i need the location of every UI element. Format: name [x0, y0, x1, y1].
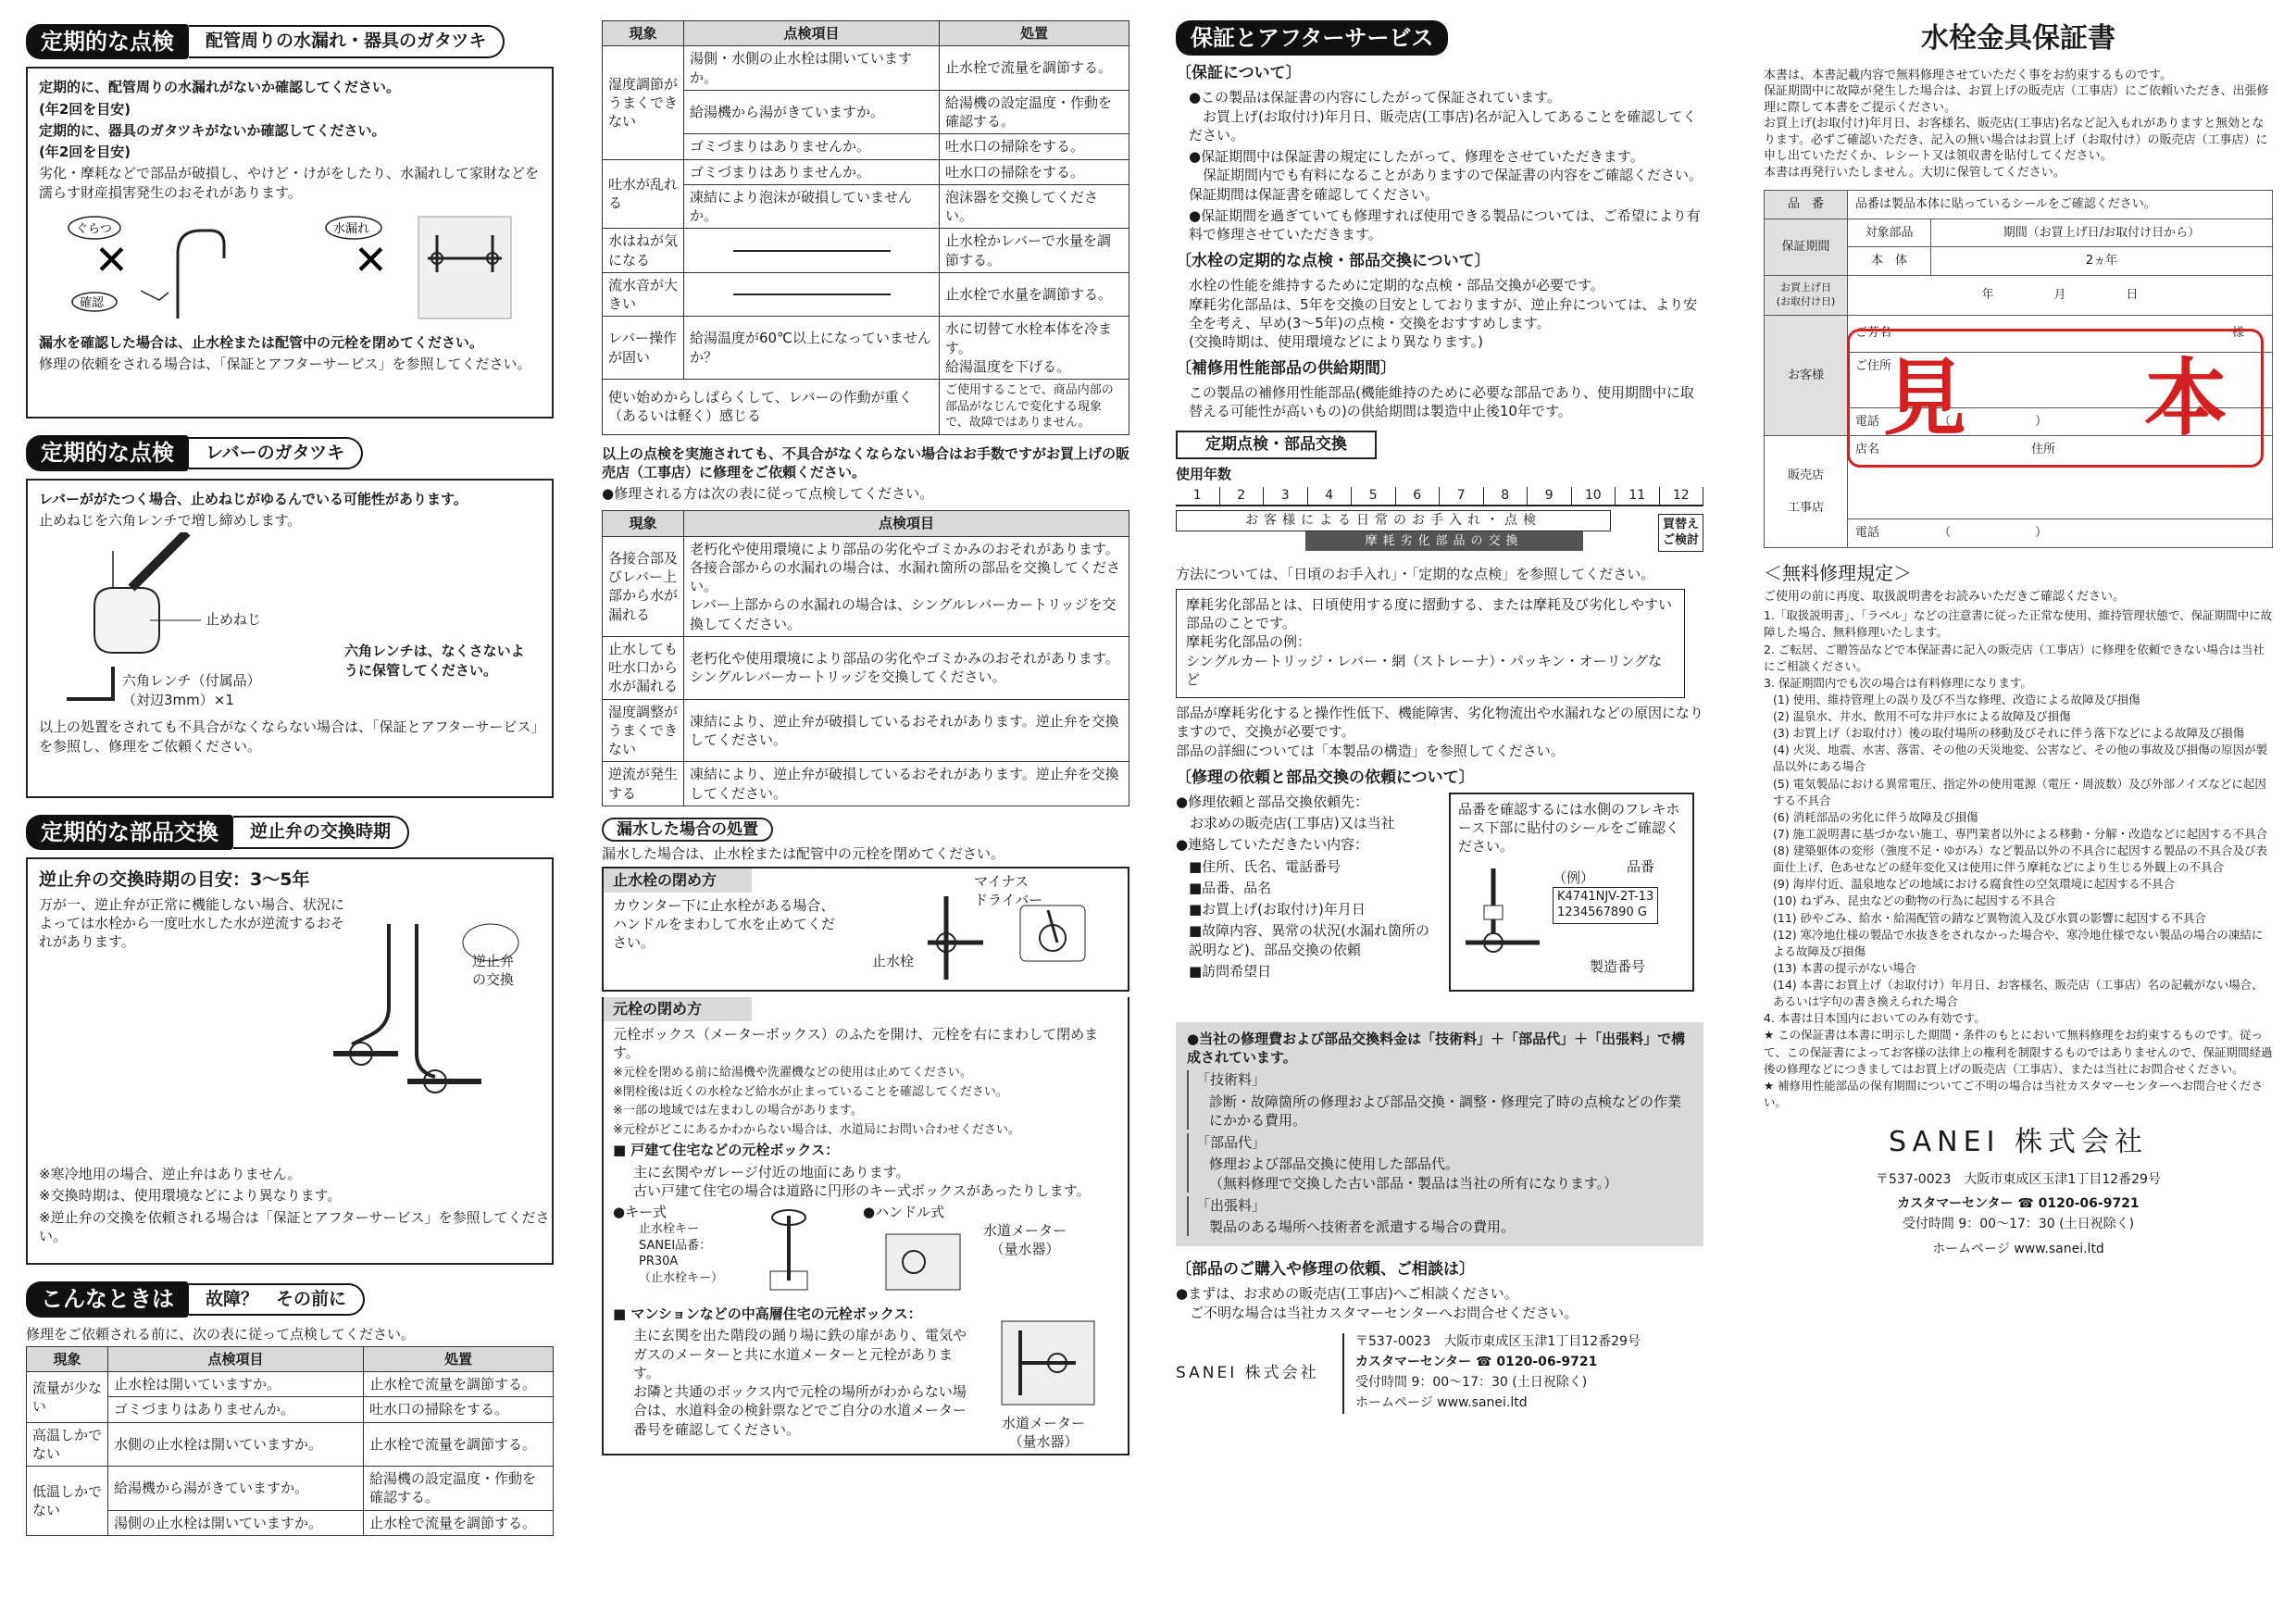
free-repair-item: 2. ご転居、ご贈答品などで本保証書に記入の販売店（工事店）に修理を依頼できない場合は当社にご相談ください。 — [1764, 642, 2265, 673]
label-water-meter: 水道メーター （量水器） — [983, 1222, 1067, 1258]
repair-reference: 以上の処置をされても不具合がなくならない場合は、「保証とアフターサービス」を参照し、修理をご依頼ください。 — [39, 718, 538, 755]
label-check: 確認 — [80, 295, 105, 310]
table-row — [27, 1422, 554, 1467]
table-cell-check: 止水栓は開いていますか。 — [108, 1372, 364, 1397]
timeline-bar-daily: お客様による日常のお手入れ・点検 — [1176, 510, 1611, 531]
part-number-seal-box — [1449, 793, 1694, 992]
table-cell: 使い始めからしばらくして、レバーの作動が重く（あるいは軽く）感じる — [603, 380, 940, 435]
table-cell-check: ゴミづまりはありませんか。 — [684, 159, 940, 184]
table-cell-phenomenon: 水はねが気になる — [603, 229, 684, 273]
table-row — [603, 762, 1129, 806]
year-tick: 4 — [1308, 487, 1353, 506]
free-repair-item: (12) 寒冷地仕様の製品で水抜きをされなかった場合や、寒冷地仕様でない製品の場合の凍結による故障及び損傷 — [1773, 927, 2264, 958]
table-row — [1765, 219, 2273, 247]
faucet-illustration — [39, 207, 541, 328]
company-footer — [1176, 1333, 1703, 1415]
repair-reference: 修理の依頼をされる場合は、「保証とアフターサービス」を参照してください。 — [39, 356, 531, 373]
note-item: ※寒冷地用の場合、逆止弁はありません。 — [39, 1166, 302, 1183]
warranty-item: ●保証期間中は保証書の規定にしたがって、修理をさせていただきます。 保証期間内でも有料になることがありますので保証書の内容をご確認ください。保証期間は保証書を確認してください。 — [1189, 148, 1703, 203]
free-repair-item: (2) 温泉水、井水、飲用不可な井戸水による故障及び損傷 — [1773, 709, 2071, 724]
year-tick: 7 — [1440, 487, 1484, 506]
leak-lead: 漏水した場合は、止水栓または配管中の元栓を閉めてください。 — [602, 844, 1005, 862]
supply-heading: 〔補修用性能部品の供給期間〕 — [1176, 359, 1396, 379]
year-tick: 11 — [1616, 487, 1660, 506]
table-cell-check: 凍結により、逆止弁が破損しているおそれがあります。逆止弁を交換してください。 — [684, 762, 1129, 806]
table-cell-phenomenon: レバー操作が固い — [603, 317, 684, 380]
seal-part-number: K4741NJV-2T-13 — [1557, 889, 1654, 904]
lead-text: 定期的に、配管周りの水漏れがないか確認してください。 — [39, 79, 401, 96]
section-header — [26, 1281, 554, 1317]
replace-consider-box: 買替え ご検討 — [1658, 514, 1703, 552]
free-repair-item: (10) ねずみ、昆虫などの動物の行為に起因する不具合 — [1773, 893, 2056, 908]
lever-illustration — [39, 532, 541, 718]
table-cell-action: 止水栓で流量を調節する。 — [364, 1372, 554, 1397]
empty-dash — [733, 250, 891, 252]
form-field-shop-phone[interactable] — [1848, 519, 2273, 548]
website[interactable]: ホームページ www.sanei.ltd — [1355, 1394, 1528, 1410]
table-cell-phenomenon: 各接合部及びレバー上部から水が漏れる — [603, 536, 684, 636]
form-suffix: 様 — [2231, 326, 2244, 341]
label-hex-wrench: 六角レンチ（付属品） （対辺3mm）×1 — [122, 672, 261, 708]
free-repair-item: 4. 本書は日本国内においてのみ有効です。 — [1764, 1011, 1986, 1026]
form-label: 保証期間 — [1765, 219, 1848, 275]
leak-instruction: 漏水を確認した場合は、止水栓または配管中の元栓を閉めてください。 — [39, 333, 484, 351]
inspection-box-piping — [26, 67, 554, 418]
fee-item-text: 診断・故障箇所の修理および部品交換・調整・修理完了時の点検などの作業にかかる費用。 — [1209, 1093, 1682, 1129]
free-repair-item: (13) 本書の提示がない場合 — [1773, 960, 1916, 975]
main-valve-text: 元栓ボックス（メーターボックス）のふたを開け、元栓を右にまわして閉めます。 — [613, 1025, 1099, 1061]
warning-text: 劣化・摩耗などで部品が破損し、やけど・けがをしたり、水漏れして家財などを濡らす財産損害発生のおそれがあります。 — [39, 165, 540, 201]
backflow-description: 万が一、逆止弁が正常に機能しない場合、状況によっては水栓から一度吐水した水が逆流するおそれがあります。 — [39, 895, 345, 951]
table-cell-check: 老朽化や使用環境により部品の劣化やゴミかみのおそれがあります。シングルレバーカートリッジを交換してください。 — [684, 636, 1129, 699]
free-repair-item: (1) 使用、維持管理上の誤り及び不当な修理、改造による故障及び損傷 — [1773, 692, 2140, 706]
free-repair-item: ★ この保証書は本書に明示した期間・条件のもとにおいて無料修理をお約束するものです。従って、この保証書によってお客様の法律上の権利を制限するものではありませんので、保証期間経過後の修理などにつきましてはお買上げの販売店（工事店）、または当社にお問合せください。 — [1764, 1028, 2273, 1076]
year-tick: 8 — [1484, 487, 1529, 506]
table-row — [27, 1467, 554, 1511]
label-water-meter-2: 水道メーター （量水器） — [1002, 1415, 1086, 1451]
seal-note: 品番を確認するには水側のフレキホース下部に貼付のシールをご確認ください。 — [1458, 800, 1680, 856]
table-cell: ご使用することで、商品内部の部品がなじんで変化する現象で、故障ではありません。 — [940, 380, 1129, 435]
customer-center: カスタマーセンター ☎ 0120-06-9721 — [1355, 1354, 1598, 1369]
section-subtitle: 配管周りの水漏れ・器具のガタツキ — [189, 25, 505, 58]
column-4 — [1764, 20, 2273, 1607]
note-item: ※一部の地域では左まわしの場合があります。 — [613, 1104, 863, 1118]
table-cell-action: 止水栓で流量を調節する。 — [364, 1422, 554, 1467]
section-subtitle: 逆止弁の交換時期 — [233, 816, 409, 849]
fee-item — [1187, 1070, 1692, 1130]
year-tick: 9 — [1528, 487, 1572, 506]
stamp-char: 本 — [2144, 349, 2227, 447]
repair-request-text: 以上の点検を実施されても、不具合がなくならない場合はお手数ですがお買上げの販売店（工事店）に修理をご依頼ください。 — [602, 444, 1129, 481]
label-key-product: 止水栓キー SANEI品番： PR30A （止水栓キー） — [639, 1222, 724, 1285]
form-label: 品 番 — [1765, 191, 1848, 219]
table-cell-phenomenon: 湿度調整がうまくできない — [603, 699, 684, 762]
form-sublabel: ご芳名 — [1855, 326, 1892, 341]
table-cell-action: 吐水口の掃除をする。 — [940, 159, 1129, 184]
table-cell-phenomenon: 吐水が乱れる — [603, 159, 684, 229]
free-repair-item: (3) お買上げ（お取付け）後の取付場所の移動及びそれに伴う落下などによる故障及び損傷 — [1773, 726, 2245, 741]
year-tick: 2 — [1220, 487, 1265, 506]
table-row — [603, 229, 1129, 273]
label-screwdriver: マイナス ドライバー — [974, 873, 1043, 909]
table-cell-phenomenon: 湿度調節がうまくできない — [603, 46, 684, 159]
office-hours: 受付時間 9：00～17：30 (土日祝除く) — [1355, 1374, 1588, 1390]
form-value: 品番は製品本体に貼っているシールをご確認ください。 — [1848, 191, 2273, 219]
lead-text: 修理をご依頼される前に、次の表に従って点検してください。 — [26, 1325, 416, 1343]
lead-text: (年2回を目安) — [39, 144, 131, 161]
section-tag: 定期的な点検 — [26, 24, 189, 59]
section-header — [26, 815, 554, 850]
form-value[interactable]: 年 月 日 — [1848, 275, 2273, 315]
repair-item: ■故障内容、異常の状況(水漏れ箇所の説明など)、部品交換の依頼 — [1189, 922, 1430, 958]
repair-item: ●修理依頼と部品交換依頼先： — [1176, 793, 1369, 810]
year-tick: 12 — [1660, 487, 1704, 506]
free-repair-lead: ご使用の前に再度、取扱説明書をお読みいただきご確認ください。 — [1764, 589, 2126, 604]
keep-wrench-note: 六角レンチは、なくさないように保管してください。 — [344, 643, 525, 679]
repair-fee-box — [1176, 1022, 1703, 1247]
fee-item-text: 製品のある場所へ技術者を派遣する場合の費用。 — [1209, 1218, 1516, 1236]
year-tick: 5 — [1352, 487, 1396, 506]
year-tick: 10 — [1572, 487, 1616, 506]
table-cell-action: 水に切替て水栓本体を冷ます。 給湯温度を下げる。 — [940, 317, 1129, 380]
section-subtitle: レバーのガタツキ — [189, 437, 363, 470]
note-item: ※元栓を閉める前に給湯機や洗濯機などの使用は止めてください。 — [613, 1066, 972, 1081]
free-repair-item: ★ 補修用性能部品の保有期間についてご不明の場合は当社カスタマーセンターへお問合せください。 — [1764, 1078, 2264, 1109]
warranty-title: 水栓金具保証書 — [1921, 22, 2115, 55]
table-header: 処置 — [364, 1346, 554, 1371]
seal-sticker — [1553, 887, 1658, 924]
seal-part-number-label: 品番 — [1627, 857, 1655, 875]
main-valve-box — [602, 997, 1129, 1455]
instruction-text: 止めねじを六角レンチで増し締めします。 — [39, 512, 302, 530]
company-contact — [1342, 1333, 1641, 1415]
form-sublabel: 店名 — [1855, 443, 1880, 457]
table-row — [1765, 191, 2273, 219]
year-tick: 1 — [1176, 487, 1220, 506]
warranty-footer — [1764, 1124, 2273, 1258]
contact-heading: 〔部品のご購入や修理の依頼、ご相談は〕 — [1176, 1260, 1475, 1280]
free-repair-item: (5) 電気製品における異常電圧、指定外の使用電源（電圧・周波数）及び外部ノイズなどに起因する不具合 — [1773, 776, 2266, 807]
replacement-guide: 逆止弁の交換時期の目安：3～5年 — [39, 869, 310, 891]
section-header — [26, 435, 554, 470]
table-cell-phenomenon: 止水しても吐水口から水が漏れる — [603, 636, 684, 699]
timeline-title: 定期点検・部品交換 — [1176, 431, 1377, 459]
table-cell-action: 泡沫器を交換してください。 — [940, 184, 1129, 229]
method-text: 方法については、「日頃のお手入れ」・「定期的な点検」を参照してください。 — [1176, 565, 1655, 582]
table-row — [603, 699, 1129, 762]
stop-valve-title: 止水栓の閉め方 — [604, 868, 752, 893]
wear-parts-text: 摩耗劣化部品とは、日頃使用する度に摺動する、または摩耗及び劣化しやすい部品のことです。 摩耗劣化部品の例： シングルカートリッジ・レバー・網（ストレーナ）・パッキン・オーリングなど — [1186, 595, 1673, 688]
table-cell-phenomenon: 高温しかでない — [27, 1422, 108, 1467]
warranty-item: ●保証期間を過ぎていても修理すれば使用できる製品については、ご希望により有料で修理させていただきます。 — [1189, 206, 1701, 244]
seal-example-label: （例） — [1553, 868, 1595, 886]
free-repair-item: (9) 海岸付近、温泉地などの地域における腐食性の空気環境に起因する不具合 — [1773, 877, 2176, 892]
wear-parts-note: 部品が摩耗劣化すると操作性低下、機能障害、劣化物流出や水漏れなどの原因になりますので、交換が必要です。 部品の詳細については「本製品の構造」を参照してください。 — [1176, 705, 1703, 759]
lead-text: レバーががたつく場合、止めねじがゆるんでいる可能性があります。 — [39, 490, 468, 507]
repair-item: ■住所、氏名、電話番号 — [1189, 857, 1341, 875]
fee-item-title: 「部品代」 — [1196, 1134, 1267, 1152]
form-value: 期間（お買上げ日/お取付け日から） — [1931, 219, 2273, 247]
company-logo: SANEI 株式会社 — [1176, 1364, 1319, 1383]
free-repair-item: (14) 本書にお買上げ（お取付け）年月日、お客様名、販売店（工事店）名の記載がない場合、あるいは字句の書き換えられた場合 — [1773, 978, 2264, 1009]
wear-parts-box — [1176, 589, 1685, 698]
table-row — [603, 380, 1129, 435]
stamp-char: 見 — [1883, 349, 1966, 447]
valve-notes — [39, 1165, 552, 1248]
repair-contact-list — [1176, 793, 1440, 981]
table-row — [603, 636, 1129, 699]
lead-text: 定期的に、器具のガタツキがないか確認してください。 — [39, 121, 386, 139]
table-cell-action: 止水栓で水量を調節する。 — [940, 272, 1129, 317]
handle-box-illustration — [881, 1225, 965, 1299]
warranty-item: ●この製品は保証書の内容にしたがって保証されています。 お買上げ(お取付け)年月日、販売店(工事店)名が記入してあることを確認してください。 — [1189, 89, 1697, 144]
inspection-box-lever — [26, 479, 554, 798]
warranty-heading: 〔保証について〕 — [1176, 64, 1302, 83]
warranty-intro: 本書は、本書記載内容で無料修理させていただく事をお約束するものです。 保証期間中に故障が発生した場合は、お買上げの販売店（工事店）にご依頼いただき、出張修理に際して本書をご提示ください。 お買上げ(お取付け)年月日、お客様名、販売店(工事店)名など記入もれがありますと無効となります。必ずご確認いただき、記入の無い場合はお買上げ（お取付け）の販売店（工事店）に申し出ていただくか、レシート又は領収書を貼付してください。 本書は再発行いたしません。大切に保管してください。 — [1764, 68, 2269, 180]
table-cell-check: 給湯機から湯がきていますか。 — [684, 90, 940, 134]
column-3 — [1176, 20, 1703, 1607]
label-key-type: ●キー式 — [613, 1204, 668, 1221]
column-1 — [26, 20, 554, 1607]
table-cell-phenomenon: 低温しかでない — [27, 1467, 108, 1536]
note-item: ※交換時期は、使用環境などにより異なります。 — [39, 1187, 342, 1205]
repair-item: ■品番、品名 — [1189, 879, 1272, 896]
repair-item: ■訪問希望日 — [1189, 962, 1272, 980]
main-valve-title: 元栓の閉め方 — [604, 997, 752, 1021]
table-cell-phenomenon: 逆流が発生する — [603, 762, 684, 806]
flexible-hose-illustration — [1456, 868, 1549, 980]
mansion-meter-illustration — [992, 1312, 1104, 1414]
repair-heading: 〔修理の依頼と部品交換の依頼について〕 — [1176, 768, 1475, 787]
stop-valve-illustration — [909, 887, 1094, 989]
table-cell-check: 水側の止水栓は開いていますか。 — [108, 1422, 364, 1467]
table-cell-check — [684, 272, 940, 317]
year-tick: 6 — [1396, 487, 1441, 506]
table-cell-check — [684, 229, 940, 273]
timeline-bar-wear-parts: 摩耗劣化部品の交換 — [1305, 531, 1583, 552]
form-sublabel: 電話 — [1855, 414, 1880, 429]
warranty-list — [1176, 88, 1703, 244]
inspection-text: 水栓の性能を維持するために定期的な点検・部品交換が必要です。 摩耗劣化部品は、5年を交換の目安としておりますが、逆止弁については、より安全を考え、早め(3～5年)の点検・交換をおすすめします。 (交換時期は、使用環境などにより異なります。) — [1189, 277, 1698, 351]
table-header: 点検項目 — [684, 21, 940, 46]
label-leak: 水漏れ — [333, 221, 370, 236]
free-repair-heading: ＜無料修理規定＞ — [1764, 561, 1912, 584]
stop-valve-box — [602, 867, 1129, 992]
table-cell-action: 止水栓で流量を調節する。 — [364, 1510, 554, 1535]
office-hours: 受付時間 9：00～17：30 (土日祝除く) — [1902, 1217, 2135, 1232]
table-cell-check: ゴミづまりはありませんか。 — [684, 134, 940, 159]
house-box-text: 主に玄関やガレージ付近の地面にあります。 古い戸建て住宅の場合は道路に円形のキー式ボックスがあったりします。 — [633, 1163, 1091, 1199]
table-row — [603, 317, 1129, 380]
form-sublabel: 住所 — [2031, 443, 2056, 457]
stop-valve-text: カウンター下に止水栓がある場合、ハンドルをまわして水を止めてください。 — [613, 896, 836, 952]
free-repair-item: (11) 砂やごみ、給水・給湯配管の錆など異物流入及び水質の影響に起因する不具合 — [1773, 910, 2206, 925]
section-tag: 保証とアフターサービス — [1176, 20, 1448, 56]
table-cell-check: 凍結により泡沫が破損していませんか。 — [684, 184, 940, 229]
svg-text:✕: ✕ — [354, 236, 388, 284]
repair-note: ●修理される方は次の表に従って点検してください。 — [602, 485, 934, 503]
table-header: 現象 — [27, 1346, 108, 1371]
house-box-title: ■ 戸建て住宅などの元栓ボックス： — [613, 1142, 840, 1159]
seal-serial-label: 製造番号 — [1590, 957, 1646, 975]
troubleshoot-table-1 — [26, 1346, 554, 1536]
customer-center: カスタマーセンター ☎ 0120-06-9721 — [1897, 1196, 2140, 1212]
table-row — [603, 159, 1129, 184]
fee-item — [1187, 1196, 1692, 1237]
free-repair-item: 3. 保証期間内でも次の場合は有料修理になります。 — [1764, 675, 2032, 690]
contact-text: ●まずは、お求めの販売店(工事店)へご相談ください。 ご不明な場合は当社カスタマーセンターへお問合せください。 — [1176, 1285, 1578, 1321]
sample-stamp — [1847, 329, 2264, 468]
label-handle-type: ●ハンドル式 — [863, 1204, 945, 1221]
fee-item-text: 修理および部品交換に使用した部品代。 （無料修理で交換した古い部品・製品は当社の所有になります。） — [1209, 1156, 1618, 1192]
table-header: 点検項目 — [108, 1346, 364, 1371]
free-repair-item: (6) 消耗部品の劣化に伴う故障及び損傷 — [1773, 809, 1978, 824]
table-cell-check: 湯側の止水栓は開いていますか。 — [108, 1510, 364, 1535]
troubleshoot-table-2 — [602, 20, 1129, 435]
table-cell-action: 吐水口の掃除をする。 — [364, 1397, 554, 1422]
table-cell-check: 凍結により、逆止弁が破損しているおそれがあります。逆止弁を交換してください。 — [684, 699, 1129, 762]
table-cell-check: 給湯温度が60℃以上になっていませんか？ — [684, 317, 940, 380]
repair-request-area — [1176, 793, 1703, 1015]
fee-item — [1187, 1133, 1692, 1193]
note-item: ※逆止弁の交換を依頼される場合は「保証とアフターサービス」を参照してください。 — [39, 1208, 550, 1244]
section-tag: こんなときは — [26, 1281, 189, 1317]
table-cell-check: 湯側・水側の止水栓は開いていますか。 — [684, 46, 940, 91]
table-cell-action: 給湯機の設定温度・作動を確認する。 — [940, 90, 1129, 134]
table-header: 処置 — [940, 21, 1129, 46]
repair-item: ●連絡していただきたい内容： — [1176, 836, 1369, 854]
repair-check-table — [602, 510, 1129, 806]
section-subtitle: 故障？ その前に — [189, 1283, 365, 1317]
seal-serial-number: 1234567890 G — [1557, 905, 1647, 919]
check-valve-box — [26, 857, 554, 1265]
table-header: 現象 — [603, 511, 684, 536]
fee-title: ●当社の修理費および部品交換料金は「技術料」＋「部品代」＋「出張料」で構成されています。 — [1187, 1030, 1686, 1067]
svg-text:✕: ✕ — [94, 236, 129, 284]
column-2 — [602, 20, 1129, 1607]
company-address: 〒537-0023 大阪市東成区玉津1丁目12番29号 — [1876, 1171, 2161, 1187]
warranty-form — [1764, 190, 2273, 547]
form-label: 販売店 工事店 — [1765, 436, 1848, 548]
table-row — [603, 272, 1129, 317]
free-repair-item: (8) 建築躯体の変形（強度不足・ゆがみ）など製品以外の不具合に起因する製品の不具合及び表面仕上げ、色あせなどの経年変化又は使用に伴う摩耗などにより生じる外観上の不具合 — [1773, 843, 2268, 875]
table-cell-check: ゴミづまりはありませんか。 — [108, 1397, 364, 1422]
year-scale — [1176, 487, 1703, 506]
table-row — [1765, 275, 2273, 315]
table-cell-check: 給湯機から湯がきていますか。 — [108, 1467, 364, 1511]
year-tick: 3 — [1264, 487, 1308, 506]
form-label: お買上げ日 (お取付け日) — [1765, 275, 1848, 315]
fee-item-title: 「出張料」 — [1196, 1196, 1267, 1214]
fee-item-title: 「技術料」 — [1196, 1071, 1267, 1089]
form-paren: （ ） — [1939, 414, 2048, 429]
note-item: ※閉栓後は近くの水栓など給水が止まっていることを確認してください。 — [613, 1084, 1008, 1099]
key-illustration — [752, 1206, 826, 1299]
table-cell-phenomenon: 流量が少ない — [27, 1372, 108, 1423]
table-row — [27, 1372, 554, 1397]
free-repair-list — [1764, 607, 2273, 1111]
table-header: 現象 — [603, 21, 684, 46]
company-logo: SANEI 株式会社 — [1889, 1126, 2148, 1159]
table-row — [603, 46, 1129, 91]
form-label: お客様 — [1765, 315, 1848, 436]
label-set-screw: 止めねじ — [206, 611, 262, 629]
lead-text: (年2回を目安) — [39, 100, 131, 118]
section-header — [26, 24, 554, 59]
free-repair-item: (4) 火災、地震、水害、落雷、その他の天災地変、公害など、その他の事故及び損傷の原因が製品以外にある場合 — [1773, 743, 2268, 774]
leak-section — [602, 819, 1129, 1455]
free-repair-item: 1.「取扱説明書」、「ラベル」などの注意書に従った正常な使用、維持管理状態で、保証期間中に故障した場合、無料修理いたします。 — [1764, 608, 2273, 640]
form-label: 対象部品 — [1848, 219, 1931, 247]
form-label: 本 体 — [1848, 247, 1931, 276]
table-row — [603, 536, 1129, 636]
table-cell-check: 老朽化や使用環境により部品の劣化やゴミかみのおそれがあります。 各接合部からの水漏れの場合は、水漏れ箇所の部品を交換してください。 レバー上部からの水漏れの場合は、シングルレバーカートリッジを交換してください。 — [684, 536, 1129, 636]
table-cell-action: 吐水口の掃除をする。 — [940, 134, 1129, 159]
label-stop-valve: 止水栓 — [872, 953, 915, 970]
maintenance-timeline — [1176, 431, 1703, 565]
years-label: 使用年数 — [1176, 465, 1232, 482]
form-value: 2ヵ年 — [1931, 247, 2273, 276]
main-valve-illustrations — [613, 1203, 1118, 1305]
empty-dash — [733, 294, 891, 295]
section-tag: 定期的な部品交換 — [26, 815, 233, 850]
note-item: ※元栓がどこにあるかわからない場合は、水道局にお問い合わせください。 — [613, 1122, 1020, 1137]
table-cell-phenomenon: 流水音が大きい — [603, 272, 684, 317]
table-cell-action: 止水栓かレバーで水量を調節する。 — [940, 229, 1129, 273]
table-cell-action: 止水栓で流量を調節する。 — [940, 46, 1129, 91]
label-wobble: ぐらつ — [76, 221, 112, 236]
form-sublabel: ご住所 — [1855, 358, 1892, 373]
mansion-box-text: 主に玄関を出た階段の踊り場に鉄の扉があり、電気やガスのメーターと共に水道メーターと元栓があります。 お隣と共通のボックス内で元栓の場所がわからない場合は、水道料金の検針票などでご自分の水道メーター番号を確認してください。 — [633, 1327, 967, 1438]
website[interactable]: ホームページ www.sanei.ltd — [1932, 1242, 2104, 1257]
section-tag: 定期的な点検 — [26, 435, 189, 470]
repair-item: お求めの販売店(工事店)又は当社 — [1176, 815, 1395, 832]
supply-text: この製品の補修用性能部品(機能維持のために必要な部品であり、使用期間中に取替える可能性が高いもの)の供給期間は製造中止後10年です。 — [1189, 384, 1694, 420]
company-address: 〒537-0023 大阪市東成区玉津1丁目12番29号 — [1355, 1333, 1641, 1349]
label-check-valve: 逆止弁 の交換 — [472, 953, 515, 989]
free-repair-item: (7) 施工説明書に基づかない施工、専門業者以外による移動・分解・改造などに起因する不具合 — [1773, 826, 2268, 841]
leak-title: 漏水した場合の処置 — [602, 818, 773, 842]
table-cell-action: 給湯機の設定温度・作動を確認する。 — [364, 1467, 554, 1511]
table-header: 点検項目 — [684, 511, 1129, 536]
check-valve-illustration — [333, 915, 537, 1118]
mansion-box-title: ■ マンションなどの中高層住宅の元栓ボックス： — [613, 1305, 922, 1323]
section-header — [1176, 20, 1703, 56]
repair-item: ■お買上げ(お取付け)年月日 — [1189, 901, 1366, 918]
form-sublabel: 電話 — [1855, 526, 1880, 541]
inspection-heading: 〔水栓の定期的な点検・部品交換について〕 — [1176, 252, 1491, 271]
form-paren: （ ） — [1939, 526, 2048, 541]
